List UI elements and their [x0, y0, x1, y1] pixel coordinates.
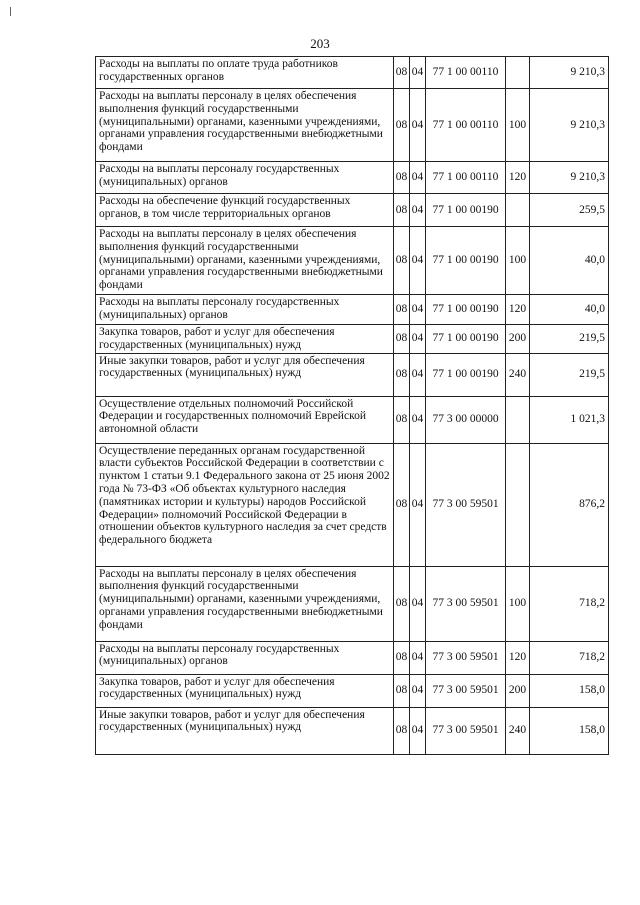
table-row [96, 194, 609, 227]
expense-type-code [506, 194, 530, 227]
amount: 9 210,3 [530, 162, 609, 194]
subsection-code: 04 [410, 194, 426, 227]
expense-description: Осуществление отдельных полномочий Российской Федерации и государственных полномочий Еврейской автономной области [96, 396, 394, 443]
subsection-code: 04 [410, 566, 426, 641]
subsection-code: 04 [410, 353, 426, 396]
target-code: 77 3 00 59501 [426, 674, 506, 707]
expense-type-code: 120 [506, 295, 530, 325]
table-body [96, 57, 609, 755]
amount: 40,0 [530, 227, 609, 295]
table-row [96, 443, 609, 566]
amount: 219,5 [530, 325, 609, 354]
expense-type-code: 100 [506, 566, 530, 641]
target-code: 77 1 00 00110 [426, 89, 506, 162]
amount: 158,0 [530, 707, 609, 754]
table-row [96, 674, 609, 707]
amount: 718,2 [530, 641, 609, 674]
target-code: 77 3 00 59501 [426, 443, 506, 566]
expense-type-code [506, 57, 530, 89]
target-code: 77 1 00 00110 [426, 162, 506, 194]
target-code: 77 1 00 00190 [426, 194, 506, 227]
expense-type-code: 100 [506, 227, 530, 295]
target-code: 77 1 00 00190 [426, 353, 506, 396]
section-code: 08 [394, 89, 410, 162]
expense-type-code: 200 [506, 674, 530, 707]
section-code: 08 [394, 194, 410, 227]
subsection-code: 04 [410, 443, 426, 566]
target-code: 77 3 00 00000 [426, 396, 506, 443]
table-row [96, 89, 609, 162]
table-row [96, 353, 609, 396]
target-code: 77 1 00 00110 [426, 57, 506, 89]
table-row [96, 162, 609, 194]
subsection-code: 04 [410, 396, 426, 443]
subsection-code: 04 [410, 707, 426, 754]
expense-description: Расходы на выплаты персоналу государственных (муниципальных) органов [96, 162, 394, 194]
section-code: 08 [394, 57, 410, 89]
target-code: 77 1 00 00190 [426, 295, 506, 325]
budget-table [95, 56, 609, 755]
table-row [96, 227, 609, 295]
subsection-code: 04 [410, 325, 426, 354]
expense-type-code: 120 [506, 641, 530, 674]
table-row [96, 566, 609, 641]
section-code: 08 [394, 566, 410, 641]
expense-type-code [506, 396, 530, 443]
table-row [96, 396, 609, 443]
expense-description: Расходы на выплаты персоналу государственных (муниципальных) органов [96, 295, 394, 325]
expense-type-code: 120 [506, 162, 530, 194]
target-code: 77 3 00 59501 [426, 641, 506, 674]
section-code: 08 [394, 641, 410, 674]
amount: 259,5 [530, 194, 609, 227]
expense-description: Осуществление переданных органам государственной власти субъектов Российской Федерации в соответствии с пунктом 1 статьи 9.1 Федерального закона от 25 июня 2002 года № 73-ФЗ «Об объектах культурного наследия (памятниках истории и культуры) народов Российской Федерации» полномочий Российской Федерации в отношении объектов культурного наследия за счет средств федерального бюджета [96, 443, 394, 566]
expense-description: Закупка товаров, работ и услуг для обеспечения государственных (муниципальных) нужд [96, 674, 394, 707]
target-code: 77 3 00 59501 [426, 566, 506, 641]
target-code: 77 3 00 59501 [426, 707, 506, 754]
section-code: 08 [394, 396, 410, 443]
expense-type-code: 240 [506, 353, 530, 396]
section-code: 08 [394, 674, 410, 707]
page-number: 203 [310, 36, 330, 51]
expense-description: Расходы на обеспечение функций государственных органов, в том числе территориальных органов [96, 194, 394, 227]
subsection-code: 04 [410, 57, 426, 89]
amount: 876,2 [530, 443, 609, 566]
table-row [96, 295, 609, 325]
section-code: 08 [394, 295, 410, 325]
table-row [96, 641, 609, 674]
amount: 158,0 [530, 674, 609, 707]
amount: 219,5 [530, 353, 609, 396]
subsection-code: 04 [410, 89, 426, 162]
amount: 9 210,3 [530, 89, 609, 162]
scan-mark [10, 7, 11, 16]
expense-description: Закупка товаров, работ и услуг для обеспечения государственных (муниципальных) нужд [96, 325, 394, 354]
table-row [96, 325, 609, 354]
section-code: 08 [394, 325, 410, 354]
table-row [96, 707, 609, 754]
amount: 718,2 [530, 566, 609, 641]
table-row [96, 57, 609, 89]
subsection-code: 04 [410, 162, 426, 194]
section-code: 08 [394, 707, 410, 754]
expense-description: Расходы на выплаты персоналу в целях обеспечения выполнения функций государственными (муниципальными) органами, казенными учреждениями, органами управления государственными внебюджетными фондами [96, 227, 394, 295]
amount: 9 210,3 [530, 57, 609, 89]
expense-type-code [506, 443, 530, 566]
target-code: 77 1 00 00190 [426, 227, 506, 295]
amount: 40,0 [530, 295, 609, 325]
subsection-code: 04 [410, 295, 426, 325]
expense-type-code: 240 [506, 707, 530, 754]
expense-description: Расходы на выплаты по оплате труда работников государственных органов [96, 57, 394, 89]
section-code: 08 [394, 162, 410, 194]
subsection-code: 04 [410, 674, 426, 707]
expense-description: Иные закупки товаров, работ и услуг для обеспечения государственных (муниципальных) нужд [96, 707, 394, 754]
expense-type-code: 200 [506, 325, 530, 354]
section-code: 08 [394, 443, 410, 566]
subsection-code: 04 [410, 641, 426, 674]
expense-description: Расходы на выплаты персоналу государственных (муниципальных) органов [96, 641, 394, 674]
subsection-code: 04 [410, 227, 426, 295]
expense-description: Расходы на выплаты персоналу в целях обеспечения выполнения функций государственными (муниципальными) органами, казенными учреждениями, органами управления государственными внебюджетными фондами [96, 89, 394, 162]
expense-description: Расходы на выплаты персоналу в целях обеспечения выполнения функций государственными (муниципальными) органами, казенными учреждениями, органами управления государственными внебюджетными фондами [96, 566, 394, 641]
section-code: 08 [394, 227, 410, 295]
amount: 1 021,3 [530, 396, 609, 443]
expense-description: Иные закупки товаров, работ и услуг для обеспечения государственных (муниципальных) нужд [96, 353, 394, 396]
section-code: 08 [394, 353, 410, 396]
expense-type-code: 100 [506, 89, 530, 162]
target-code: 77 1 00 00190 [426, 325, 506, 354]
